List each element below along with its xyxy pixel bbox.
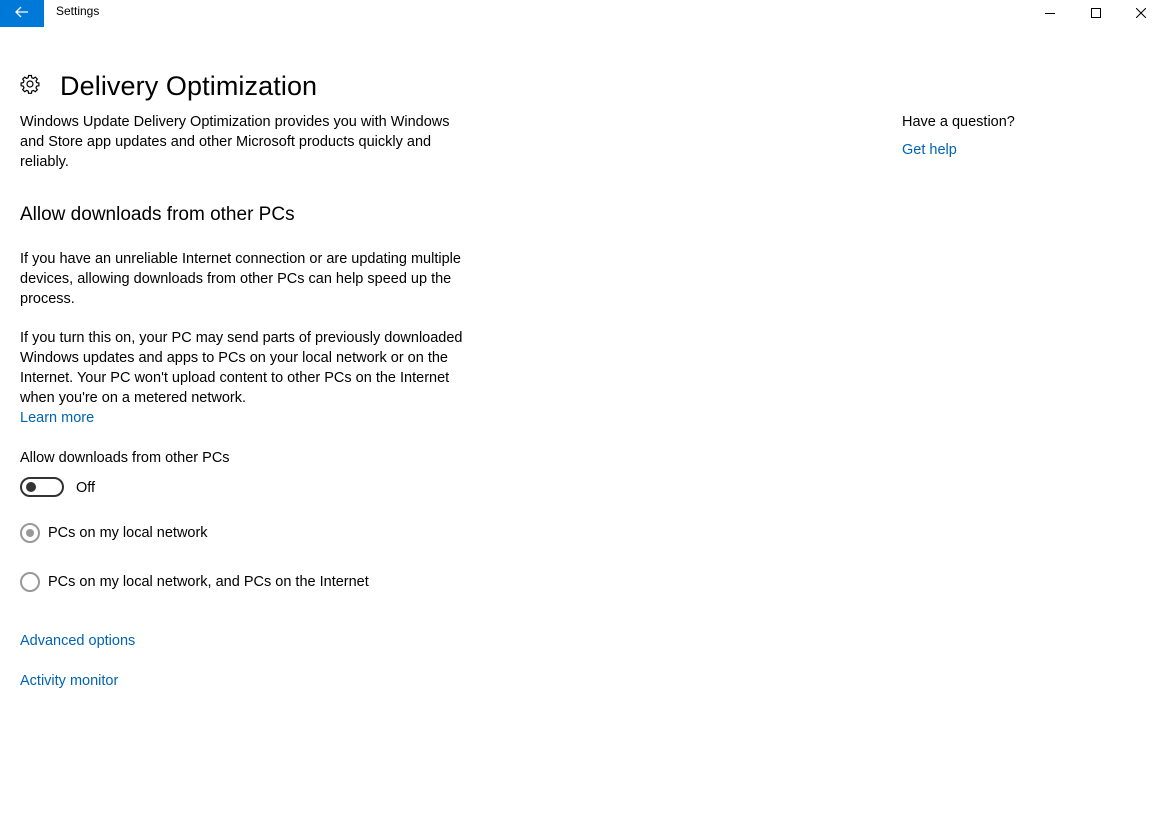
advanced-options-link[interactable]: Advanced options	[20, 633, 136, 649]
toggle-label: Allow downloads from other PCs	[20, 450, 230, 466]
radio-label: PCs on my local network, and PCs on the Internet	[48, 574, 369, 590]
title-bar	[0, 0, 1164, 27]
radio-local-network[interactable]	[20, 523, 208, 543]
intro-text: Windows Update Delivery Optimization provides you with Windows and Store app updates and other Microsoft products quickly and reliably.	[20, 114, 450, 170]
get-help-link[interactable]: Get help	[902, 142, 957, 158]
app-title: Settings	[56, 4, 100, 18]
intro-text-block	[20, 112, 475, 172]
toggle-state-text: Off	[76, 480, 96, 496]
maximize-icon	[1091, 5, 1101, 23]
page-header	[20, 52, 317, 120]
minimize-icon	[1045, 5, 1055, 23]
description-paragraph-1: If you have an unreliable Internet connection or are updating multiple devices, allowing downloads from other PCs can help speed up the process.	[20, 251, 461, 307]
radio-label: PCs on my local network	[48, 525, 208, 541]
section-description-2	[20, 328, 465, 428]
maximize-button[interactable]	[1073, 0, 1119, 27]
page-title: Delivery Optimization	[60, 71, 318, 102]
back-button[interactable]	[0, 0, 44, 27]
section-heading: Allow downloads from other PCs	[20, 204, 295, 225]
allow-downloads-toggle[interactable]	[20, 477, 64, 497]
section-description-1	[20, 249, 465, 309]
radio-button[interactable]	[20, 572, 40, 592]
help-panel	[902, 112, 1015, 160]
gear-icon	[20, 74, 40, 99]
toggle-knob	[26, 482, 36, 492]
help-question: Have a question?	[902, 114, 1015, 130]
description-paragraph-2: If you turn this on, your PC may send parts of previously downloaded Windows updates and apps to PCs on your local network or on the Internet. Your PC won't upload content to other PCs on the Internet when you're on a metered network.	[20, 330, 463, 406]
radio-local-and-internet[interactable]	[20, 572, 369, 592]
back-arrow-icon	[15, 5, 29, 23]
close-button[interactable]	[1118, 0, 1164, 27]
learn-more-link[interactable]: Learn more	[20, 410, 95, 426]
radio-button[interactable]	[20, 523, 40, 543]
close-icon	[1136, 5, 1146, 23]
activity-monitor-link[interactable]: Activity monitor	[20, 673, 119, 689]
minimize-button[interactable]	[1027, 0, 1073, 27]
